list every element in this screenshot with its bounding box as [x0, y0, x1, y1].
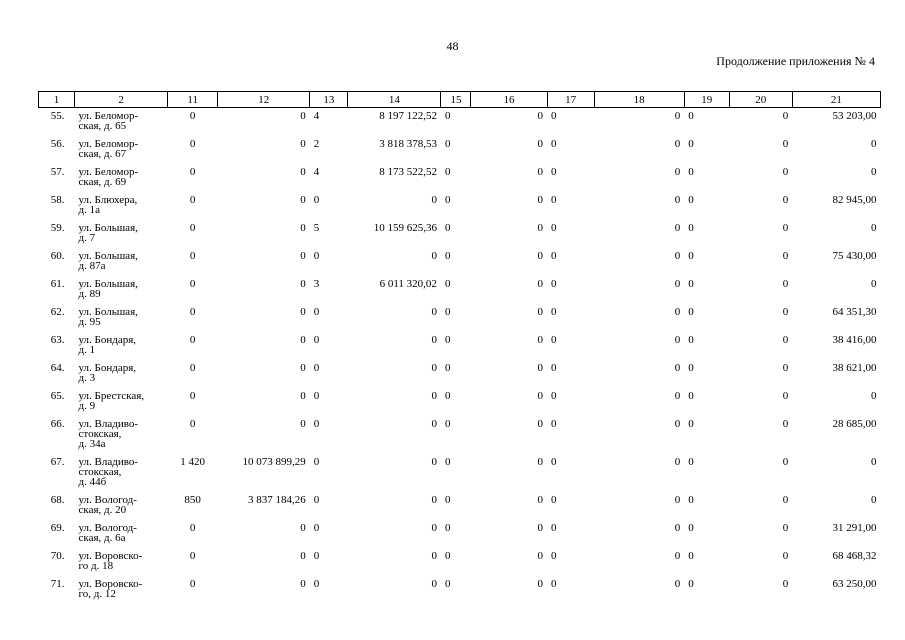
address-line: ул. Владиво- [78, 418, 139, 430]
address-line: ул. Воровско- [78, 578, 143, 590]
col-15-cell: 0 [444, 390, 451, 402]
address-line: д. 1а [78, 204, 101, 216]
col-12-cell: 0 [300, 578, 306, 590]
col-19-cell: 0 [688, 550, 694, 562]
row-number: 59. [50, 222, 65, 234]
address-line: го, д. 12 [78, 588, 116, 600]
row-number: 70. [50, 550, 65, 562]
col-17-cell: 0 [551, 278, 557, 290]
column-header: 19 [684, 92, 729, 108]
col-21-cell: 31 291,00 [832, 522, 877, 534]
address-cell [75, 248, 168, 276]
col-11-cell: 0 [189, 110, 196, 122]
col-19-cell: 0 [688, 138, 694, 150]
table-row [39, 108, 881, 137]
col-19-cell: 0 [688, 456, 694, 468]
col-12-cell: 0 [300, 334, 306, 346]
address-cell [75, 276, 168, 304]
col-13-cell: 4 [313, 110, 320, 122]
col-19-cell: 0 [688, 166, 694, 178]
address-cell [75, 164, 168, 192]
col-20-cell: 0 [782, 390, 789, 402]
address-line: ская, д. 6а [78, 532, 126, 544]
col-21-cell: 53 203,00 [832, 110, 877, 122]
col-14-cell: 3 818 378,53 [379, 138, 437, 150]
col-19-cell: 0 [688, 194, 694, 206]
address-cell [75, 520, 168, 548]
row-number: 57. [50, 166, 65, 178]
col-18-cell: 0 [674, 110, 681, 122]
col-11-cell: 0 [189, 194, 196, 206]
column-header: 20 [729, 92, 792, 108]
address-line: ская, д. 65 [78, 120, 127, 132]
table-row [39, 416, 881, 454]
row-number: 64. [50, 362, 65, 374]
address-cell [75, 416, 168, 454]
address-line: ул. Бондаря, [78, 362, 137, 374]
address-cell [75, 332, 168, 360]
col-18-cell: 0 [674, 550, 681, 562]
col-17-cell: 0 [551, 166, 557, 178]
col-12-cell: 0 [300, 110, 306, 122]
col-18-cell: 0 [674, 578, 681, 590]
col-20-cell: 0 [782, 418, 789, 430]
address-line: д. 87а [78, 260, 106, 272]
address-line: ул. Блюхера, [78, 194, 138, 206]
col-12-cell: 0 [300, 166, 306, 178]
col-18-cell: 0 [674, 362, 681, 374]
col-19-cell: 0 [688, 306, 694, 318]
col-12-cell: 0 [300, 278, 306, 290]
col-17-cell: 0 [551, 306, 557, 318]
col-21-cell: 0 [871, 390, 877, 402]
col-15-cell: 0 [444, 334, 451, 346]
col-11-cell: 0 [189, 578, 196, 590]
col-19-cell: 0 [688, 362, 694, 374]
column-header: 11 [168, 92, 218, 108]
col-13-cell: 0 [313, 494, 320, 506]
address-line: ул. Большая, [78, 306, 138, 318]
col-19-cell: 0 [688, 278, 694, 290]
col-17-cell: 0 [551, 138, 557, 150]
column-header: 17 [547, 92, 594, 108]
col-16-cell: 0 [537, 418, 544, 430]
col-16-cell: 0 [537, 306, 544, 318]
col-12-cell: 0 [300, 390, 306, 402]
col-12-cell: 0 [300, 306, 306, 318]
col-18-cell: 0 [674, 390, 681, 402]
col-12-cell: 0 [300, 138, 306, 150]
col-14-cell: 0 [431, 306, 437, 318]
address-line: д. 44б [78, 476, 107, 488]
col-16-cell: 0 [537, 138, 544, 150]
col-11-cell: 0 [189, 138, 196, 150]
address-line: ул. Владиво- [78, 456, 139, 468]
col-11-cell: 0 [189, 250, 196, 262]
col-19-cell: 0 [688, 494, 694, 506]
col-21-cell: 38 416,00 [832, 334, 877, 346]
col-16-cell: 0 [537, 578, 544, 590]
col-17-cell: 0 [551, 494, 557, 506]
row-number: 58. [50, 194, 65, 206]
row-number: 63. [50, 334, 65, 346]
col-13-cell: 5 [313, 222, 320, 234]
table-row [39, 388, 881, 416]
col-15-cell: 0 [444, 578, 451, 590]
address-line: го д. 18 [78, 560, 114, 572]
col-20-cell: 0 [782, 222, 789, 234]
table-row [39, 276, 881, 304]
col-14-cell: 10 159 625,36 [373, 222, 437, 234]
col-16-cell: 0 [537, 522, 544, 534]
col-20-cell: 0 [782, 522, 789, 534]
table-row [39, 136, 881, 164]
row-number: 56. [50, 138, 65, 150]
col-20-cell: 0 [782, 456, 789, 468]
row-number: 66. [50, 418, 65, 430]
col-20-cell: 0 [782, 494, 789, 506]
col-17-cell: 0 [551, 578, 557, 590]
row-number: 71. [50, 578, 65, 590]
col-21-cell: 82 945,00 [832, 194, 877, 206]
col-11-cell: 0 [189, 550, 196, 562]
col-21-cell: 0 [871, 278, 877, 290]
col-11-cell: 0 [189, 306, 196, 318]
address-line: ул. Вологод- [78, 522, 137, 534]
col-18-cell: 0 [674, 522, 681, 534]
col-14-cell: 0 [431, 456, 437, 468]
col-16-cell: 0 [537, 250, 544, 262]
page-number: 48 [446, 39, 459, 53]
col-15-cell: 0 [444, 138, 451, 150]
address-line: стокская, [78, 466, 122, 478]
col-18-cell: 0 [674, 456, 681, 468]
col-14-cell: 8 197 122,52 [379, 110, 437, 122]
col-19-cell: 0 [688, 250, 694, 262]
col-11-cell: 0 [189, 334, 196, 346]
table-row [39, 360, 881, 388]
table-row [39, 192, 881, 220]
address-line: ул. Большая, [78, 222, 138, 234]
col-13-cell: 0 [313, 578, 320, 590]
col-11-cell: 0 [189, 222, 196, 234]
col-14-cell: 0 [431, 578, 437, 590]
address-cell [75, 492, 168, 520]
address-line: д. 34а [78, 438, 106, 450]
col-14-cell: 0 [431, 522, 437, 534]
address-cell [75, 454, 168, 492]
col-13-cell: 0 [313, 306, 320, 318]
col-14-cell: 0 [431, 362, 437, 374]
col-16-cell: 0 [537, 166, 544, 178]
header-row [39, 92, 881, 108]
address-line: ская, д. 67 [78, 148, 127, 160]
col-19-cell: 0 [688, 522, 694, 534]
table-row [39, 548, 881, 576]
col-15-cell: 0 [444, 222, 451, 234]
col-17-cell: 0 [551, 418, 557, 430]
col-20-cell: 0 [782, 362, 789, 374]
col-20-cell: 0 [782, 578, 789, 590]
col-15-cell: 0 [444, 456, 451, 468]
address-cell [75, 220, 168, 248]
col-12-cell: 0 [300, 418, 306, 430]
col-14-cell: 6 011 320,02 [379, 278, 437, 290]
col-15-cell: 0 [444, 418, 451, 430]
table-row [39, 492, 881, 520]
col-18-cell: 0 [674, 278, 681, 290]
col-15-cell: 0 [444, 166, 451, 178]
col-11-cell: 0 [189, 166, 196, 178]
address-line: ул. Брестская, [78, 390, 145, 402]
col-11-cell: 0 [189, 390, 196, 402]
col-16-cell: 0 [537, 362, 544, 374]
col-11-cell: 0 [189, 522, 196, 534]
address-line: д. 95 [78, 316, 101, 328]
table-row [39, 454, 881, 492]
table-row [39, 164, 881, 192]
col-19-cell: 0 [688, 334, 694, 346]
column-header: 13 [310, 92, 348, 108]
col-12-cell: 0 [300, 550, 306, 562]
table-row [39, 576, 881, 604]
column-header: 12 [218, 92, 310, 108]
col-21-cell: 38 621,00 [832, 362, 877, 374]
col-13-cell: 0 [313, 334, 320, 346]
col-17-cell: 0 [551, 456, 557, 468]
col-21-cell: 75 430,00 [832, 250, 877, 262]
col-13-cell: 3 [313, 278, 320, 290]
column-header: 21 [792, 92, 880, 108]
col-18-cell: 0 [674, 166, 681, 178]
col-13-cell: 0 [313, 550, 320, 562]
col-17-cell: 0 [551, 522, 557, 534]
address-line: ул. Бондаря, [78, 334, 137, 346]
col-11-cell: 0 [189, 362, 196, 374]
col-16-cell: 0 [537, 390, 544, 402]
col-17-cell: 0 [551, 334, 557, 346]
col-13-cell: 4 [313, 166, 320, 178]
column-header: 14 [348, 92, 441, 108]
column-header: 18 [594, 92, 684, 108]
col-13-cell: 0 [313, 390, 320, 402]
table-row [39, 248, 881, 276]
col-14-cell: 0 [431, 250, 437, 262]
col-21-cell: 63 250,00 [832, 578, 877, 590]
col-14-cell: 0 [431, 390, 437, 402]
table-row [39, 220, 881, 248]
col-19-cell: 0 [688, 222, 694, 234]
col-15-cell: 0 [444, 278, 451, 290]
col-21-cell: 0 [871, 166, 877, 178]
address-line: д. 1 [78, 344, 96, 356]
col-18-cell: 0 [674, 250, 681, 262]
col-20-cell: 0 [782, 334, 789, 346]
col-14-cell: 0 [431, 334, 437, 346]
col-15-cell: 0 [444, 110, 451, 122]
col-17-cell: 0 [551, 194, 557, 206]
col-12-cell: 0 [300, 222, 306, 234]
col-21-cell: 0 [871, 494, 877, 506]
col-20-cell: 0 [782, 110, 789, 122]
col-18-cell: 0 [674, 494, 681, 506]
data-table [38, 91, 881, 604]
address-line: ул. Вологод- [78, 494, 137, 506]
col-21-cell: 0 [871, 222, 877, 234]
address-cell [75, 388, 168, 416]
col-19-cell: 0 [688, 110, 694, 122]
col-12-cell: 0 [300, 522, 306, 534]
row-number: 61. [50, 278, 65, 290]
address-line: ул. Большая, [78, 278, 138, 290]
address-line: д. 7 [78, 232, 96, 244]
col-16-cell: 0 [537, 456, 544, 468]
col-14-cell: 0 [431, 194, 437, 206]
col-14-cell: 0 [431, 550, 437, 562]
continuation-label: Продолжение приложения № 4 [716, 54, 875, 68]
col-21-cell: 28 685,00 [832, 418, 877, 430]
col-13-cell: 0 [313, 362, 320, 374]
col-13-cell: 0 [313, 522, 320, 534]
address-cell [75, 548, 168, 576]
row-number: 69. [50, 522, 65, 534]
address-line: ул. Беломор- [78, 110, 139, 122]
col-11-cell: 0 [189, 278, 196, 290]
col-14-cell: 0 [431, 494, 437, 506]
row-number: 62. [50, 306, 65, 318]
col-13-cell: 0 [313, 456, 320, 468]
column-header: 2 [75, 92, 168, 108]
col-16-cell: 0 [537, 222, 544, 234]
row-number: 60. [50, 250, 65, 262]
col-13-cell: 2 [313, 138, 320, 150]
address-line: ская, д. 69 [78, 176, 127, 188]
col-17-cell: 0 [551, 550, 557, 562]
address-cell [75, 576, 168, 604]
col-15-cell: 0 [444, 522, 451, 534]
address-line: ул. Беломор- [78, 166, 139, 178]
col-16-cell: 0 [537, 334, 544, 346]
col-13-cell: 0 [313, 194, 320, 206]
col-15-cell: 0 [444, 362, 451, 374]
col-14-cell: 0 [431, 418, 437, 430]
col-15-cell: 0 [444, 250, 451, 262]
row-number: 67. [50, 456, 65, 468]
address-cell [75, 304, 168, 332]
col-16-cell: 0 [537, 110, 544, 122]
col-15-cell: 0 [444, 550, 451, 562]
col-16-cell: 0 [537, 194, 544, 206]
col-20-cell: 0 [782, 166, 789, 178]
col-17-cell: 0 [551, 362, 557, 374]
col-21-cell: 0 [871, 138, 877, 150]
col-20-cell: 0 [782, 550, 789, 562]
address-line: д. 89 [78, 288, 101, 300]
col-12-cell: 3 837 184,26 [248, 494, 306, 506]
table-row [39, 332, 881, 360]
col-17-cell: 0 [551, 222, 557, 234]
address-line: ул. Беломор- [78, 138, 139, 150]
col-16-cell: 0 [537, 550, 544, 562]
address-line: д. 9 [78, 400, 96, 412]
table-header [39, 92, 881, 108]
col-15-cell: 0 [444, 494, 451, 506]
col-20-cell: 0 [782, 250, 789, 262]
col-20-cell: 0 [782, 306, 789, 318]
table-row [39, 304, 881, 332]
col-19-cell: 0 [688, 390, 694, 402]
col-18-cell: 0 [674, 306, 681, 318]
address-cell [75, 108, 168, 137]
column-header: 15 [441, 92, 471, 108]
col-11-cell: 850 [184, 494, 201, 506]
row-number: 55. [50, 110, 65, 122]
col-20-cell: 0 [782, 194, 789, 206]
col-15-cell: 0 [444, 306, 451, 318]
address-line: ул. Воровско- [78, 550, 143, 562]
row-number: 68. [50, 494, 65, 506]
col-15-cell: 0 [444, 194, 451, 206]
column-header: 1 [39, 92, 75, 108]
address-cell [75, 360, 168, 388]
col-17-cell: 0 [551, 390, 557, 402]
address-cell [75, 136, 168, 164]
col-17-cell: 0 [551, 110, 557, 122]
address-line: ская, д. 20 [78, 504, 127, 516]
address-line: ул. Большая, [78, 250, 138, 262]
col-11-cell: 1 420 [180, 456, 206, 468]
col-18-cell: 0 [674, 222, 681, 234]
address-line: д. 3 [78, 372, 96, 384]
col-18-cell: 0 [674, 138, 681, 150]
col-20-cell: 0 [782, 138, 789, 150]
column-header: 16 [471, 92, 547, 108]
col-14-cell: 8 173 522,52 [379, 166, 437, 178]
address-line: стокская, [78, 428, 122, 440]
col-12-cell: 10 073 899,29 [242, 456, 306, 468]
col-12-cell: 0 [300, 250, 306, 262]
col-12-cell: 0 [300, 194, 306, 206]
col-19-cell: 0 [688, 418, 694, 430]
col-17-cell: 0 [551, 250, 557, 262]
col-21-cell: 68 468,32 [832, 550, 877, 562]
col-20-cell: 0 [782, 278, 789, 290]
table-body [39, 108, 881, 605]
col-18-cell: 0 [674, 418, 681, 430]
col-16-cell: 0 [537, 494, 544, 506]
col-16-cell: 0 [537, 278, 544, 290]
col-11-cell: 0 [189, 418, 196, 430]
col-18-cell: 0 [674, 194, 681, 206]
col-19-cell: 0 [688, 578, 694, 590]
col-18-cell: 0 [674, 334, 681, 346]
table-row [39, 520, 881, 548]
col-12-cell: 0 [300, 362, 306, 374]
row-number: 65. [50, 390, 65, 402]
col-13-cell: 0 [313, 250, 320, 262]
col-21-cell: 0 [871, 456, 877, 468]
col-21-cell: 64 351,30 [832, 306, 877, 318]
address-cell [75, 192, 168, 220]
col-13-cell: 0 [313, 418, 320, 430]
